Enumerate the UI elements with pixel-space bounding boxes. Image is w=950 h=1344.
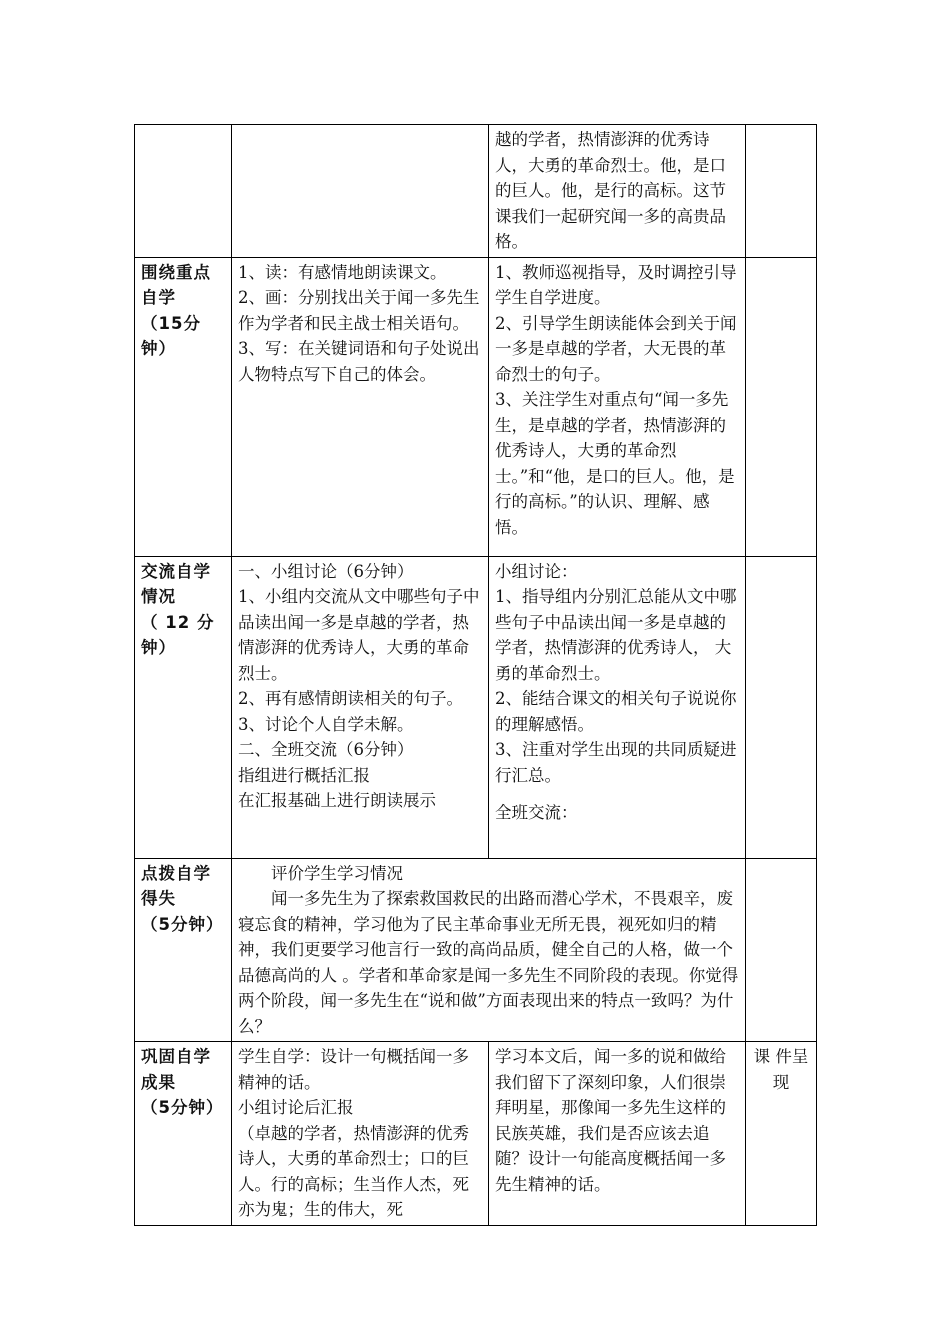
table-row-focus-self-study [135, 257, 817, 556]
stage-cell [135, 125, 232, 258]
student-activity-cell [232, 125, 489, 258]
teacher-text: 1、指导组内分别汇总能从文中哪些句子中品读出闻一多是卓越的学者，热情澎湃的优秀诗人， 大勇的革命烈士。 [495, 587, 737, 683]
stage-cell [135, 556, 232, 858]
teacher-activity-cell [489, 257, 746, 556]
student-text: 1、小组内交流从文中哪些句子中品读出闻一多是卓越的学者，热情澎湃的优秀诗人，大勇的革命烈士。 [238, 587, 480, 683]
student-text: 指组进行概括汇报 [238, 765, 370, 785]
student-text: 一、小组讨论（6分钟） [238, 561, 414, 581]
student-text: 2、再有感情朗读相关的句子。 [238, 689, 463, 708]
student-text: 3、讨论个人自学未解。 [238, 714, 414, 734]
stage-title: 巩固自学成果 [141, 1047, 211, 1092]
guidance-heading: 评价学生学习情况 [271, 863, 403, 883]
student-text: （卓越的学者，热情澎湃的优秀诗人，大勇的革命烈士；口的巨人。行的高标；生当作人杰，死亦为鬼；生的伟大，死 [238, 1123, 469, 1219]
student-activity-cell [232, 1042, 489, 1226]
teacher-text: 3、关注学生对重点句“闻一多先生，是卓越的学者，热情澎湃的优秀诗人，大勇的革命烈士。”和“他，是口的巨人。他，是行的高标。”的认识、理解、感悟。 [495, 390, 735, 537]
stage-time: （5分钟） [141, 914, 224, 934]
stage-time: （ 12 分钟） [141, 612, 215, 657]
teacher-text: 2、能结合课文的相关句子说说你的理解感悟。 [495, 689, 737, 734]
teacher-activity-cell [489, 125, 746, 258]
table-row-continuation [135, 125, 817, 258]
student-text: 在汇报基础上进行朗读展示 [238, 791, 436, 810]
teacher-text: 2、引导学生朗读能体会到关于闻一多是卓越的学者，大无畏的革命烈士的句子。 [495, 313, 737, 384]
student-text: 小组讨论后汇报 [238, 1098, 354, 1117]
note-cell [746, 556, 817, 858]
spacer [495, 788, 739, 800]
stage-title: 交流自学情况 [141, 561, 211, 606]
student-text: 3、写：在关键词语和句子处说出人物特点写下自己的体会。 [238, 339, 480, 384]
student-activity-cell [232, 257, 489, 556]
note-cell [746, 257, 817, 556]
teacher-text: 学习本文后，闻一多的说和做给我们留下了深刻印象，人们很崇拜明星，那像闻一多先生这样的民族英雄，我们是否应该去追随？设计一句能高度概括闻一多先生精神的话。 [495, 1047, 726, 1194]
stage-cell [135, 858, 232, 1042]
table-row-guidance [135, 858, 817, 1042]
note-cell [746, 125, 817, 258]
stage-time: （5分钟） [141, 1098, 224, 1117]
teacher-activity-cell [489, 556, 746, 858]
teacher-text: 越的学者，热情澎湃的优秀诗人，大勇的革命烈士。他，是口的巨人。他，是行的高标。这节课我们一起研究闻一多的高贵品格。 [495, 130, 726, 251]
student-text: 2、画：分别找出关于闻一多先生作为学者和民主战士相关语句。 [238, 288, 480, 333]
student-text: 1、读：有感情地朗读课文。 [238, 262, 447, 282]
lesson-plan-table [134, 124, 817, 1226]
guidance-text: 闻一多先生为了探索救国救民的出路而潜心学术，不畏艰辛，废寝忘食的精神，学习他为了民主革命事业无所无畏，视死如归的精神，我们更要学习他言行一致的高尚品质，健全自己的人格，做一个品德高尚的人 。学者和革命家是闻一多先生不同阶段的表现。你觉得两个阶段，闻一多先生在“说和做”方面表现出来的特点一致吗？为什么？ [238, 889, 739, 1036]
stage-title: 点拨自学得失 [141, 863, 211, 908]
stage-cell [135, 1042, 232, 1226]
note-cell [746, 858, 817, 1042]
student-text: 二、全班交流（6分钟） [238, 740, 414, 759]
stage-cell [135, 257, 232, 556]
student-activity-cell [232, 556, 489, 858]
stage-title: 围绕重点自学 [141, 262, 211, 307]
teacher-text: 1、教师巡视指导，及时调控引导学生自学进度。 [495, 262, 737, 307]
note-cell [746, 1042, 817, 1226]
table-row-consolidate [135, 1042, 817, 1226]
student-text: 学生自学：设计一句概括闻一多精神的话。 [238, 1047, 469, 1092]
stage-time: （15分钟） [141, 313, 201, 358]
table-row-exchange-self-study [135, 556, 817, 858]
teacher-text: 全班交流： [495, 803, 578, 822]
teacher-activity-cell [489, 1042, 746, 1226]
teacher-text: 3、注重对学生出现的共同质疑进行汇总。 [495, 740, 737, 785]
teacher-text: 小组讨论： [495, 561, 578, 581]
merged-activity-cell [232, 858, 746, 1042]
note-text: 课 件呈现 [753, 1047, 809, 1092]
